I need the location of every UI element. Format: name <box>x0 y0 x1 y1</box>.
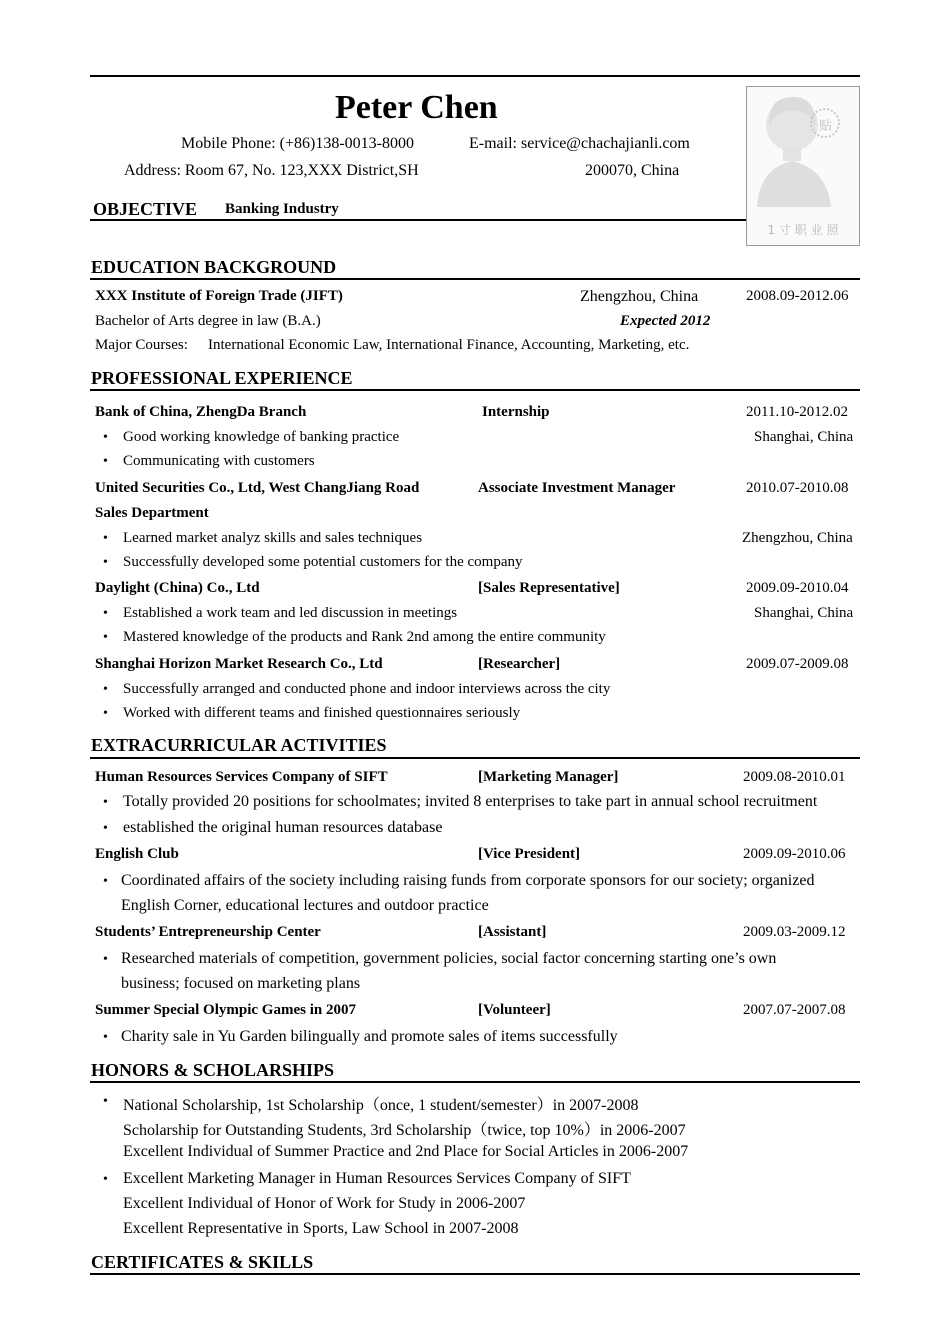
edu-degree: Bachelor of Arts degree in law (B.A.) <box>95 313 321 329</box>
mobile-phone: Mobile Phone: (+86)138-0013-8000 <box>181 135 414 152</box>
objective-value: Banking Industry <box>225 201 339 217</box>
objective-rule <box>90 219 747 221</box>
email: E-mail: service@chachajianli.com <box>469 135 690 152</box>
bullet-icon: • <box>103 706 108 721</box>
honor-3: Excellent Individual of Summer Practice and 2nd Place for Social Articles in 2006-2007 <box>123 1143 689 1160</box>
address: Address: Room 67, No. 123,XXX District,SH <box>124 162 419 179</box>
edu-courses-label: Major Courses: <box>95 337 188 353</box>
education-title: EDUCATION BACKGROUND <box>91 257 337 277</box>
act3-org: Students’ Entrepreneurship Center <box>95 924 321 940</box>
exp3-role: [Sales Representative] <box>478 580 620 596</box>
exp2-org: United Securities Co., Ltd, West ChangJiang Road <box>95 480 420 496</box>
exp1-dates: 2011.10-2012.02 <box>746 404 848 420</box>
experience-title: PROFESSIONAL EXPERIENCE <box>91 368 353 388</box>
honor-6: Excellent Representative in Sports, Law School in 2007-2008 <box>123 1220 519 1237</box>
honors-rule <box>90 1081 860 1083</box>
act4-org: Summer Special Olympic Games in 2007 <box>95 1002 356 1018</box>
exp4-org: Shanghai Horizon Market Research Co., Ltd <box>95 656 383 672</box>
honor-5: Excellent Individual of Honor of Work for Study in 2006-2007 <box>123 1195 526 1212</box>
photo-caption: 1 寸 职 业 照 <box>767 223 839 237</box>
bullet-icon: • <box>103 454 108 469</box>
exp4-bullet-2: Worked with different teams and finished questionnaires seriously <box>123 705 521 721</box>
act2-org: English Club <box>95 846 179 862</box>
act2-bullet-1: Coordinated affairs of the society including raising funds from corporate sponsors for our society; organized <box>121 872 815 889</box>
exp3-dates: 2009.09-2010.04 <box>746 580 849 596</box>
bullet-icon: • <box>103 874 108 889</box>
exp2-bullet-2: Successfully developed some potential customers for the company <box>123 554 523 570</box>
exp1-bullet-2: Communicating with customers <box>123 453 315 469</box>
exp3-bullet-1: Established a work team and led discussion in meetings <box>123 605 458 621</box>
act3-role: [Assistant] <box>478 924 547 940</box>
activities-title: EXTRACURRICULAR ACTIVITIES <box>91 735 387 755</box>
experience-rule <box>90 389 860 391</box>
postal-code: 200070, China <box>585 162 680 179</box>
exp2-bullet-1: Learned market analyz skills and sales techniques <box>123 530 423 546</box>
bullet-icon: • <box>103 1094 108 1109</box>
photo-placeholder <box>746 86 860 246</box>
exp2-org-dept: Sales Department <box>95 505 209 521</box>
act2-bullet-1-cont: English Corner, educational lectures and outdoor practice <box>121 897 489 914</box>
top-rule <box>90 75 860 77</box>
act1-bullet-2: established the original human resources database <box>123 819 443 836</box>
act3-bullet-1: Researched materials of competition, government policies, social factor concerning starting one’s own <box>121 950 777 967</box>
candidate-name: Peter Chen <box>335 89 498 126</box>
exp2-role: Associate Investment Manager <box>478 480 676 496</box>
bullet-icon: • <box>103 430 108 445</box>
act1-role: [Marketing Manager] <box>478 769 619 785</box>
objective-label: OBJECTIVE <box>93 199 198 219</box>
act4-bullet-1: Charity sale in Yu Garden bilingually and promote sales of items successfully <box>121 1028 618 1045</box>
exp3-bullet-2: Mastered knowledge of the products and Rank 2nd among the entire community <box>123 629 606 645</box>
honor-2: Scholarship for Outstanding Students, 3rd Scholarship（twice, top 10%）in 2006-2007 <box>123 1122 686 1139</box>
act1-org: Human Resources Services Company of SIFT <box>95 769 388 785</box>
exp1-location: Shanghai, China <box>754 429 854 445</box>
edu-dates: 2008.09-2012.06 <box>746 288 849 304</box>
act2-dates: 2009.09-2010.06 <box>743 846 846 862</box>
exp1-org: Bank of China, ZhengDa Branch <box>95 404 307 420</box>
bullet-icon: • <box>103 555 108 570</box>
exp4-dates: 2009.07-2009.08 <box>746 656 849 672</box>
act3-bullet-1-cont: business; focused on marketing plans <box>121 975 361 992</box>
bullet-icon: • <box>103 606 108 621</box>
exp3-location: Shanghai, China <box>754 605 854 621</box>
edu-courses: International Economic Law, International Finance, Accounting, Marketing, etc. <box>208 337 690 353</box>
exp2-location: Zhengzhou, China <box>742 530 853 546</box>
bullet-icon: • <box>103 821 108 836</box>
edu-expected: Expected 2012 <box>620 313 711 329</box>
bullet-icon: • <box>103 682 108 697</box>
exp1-role: Internship <box>482 404 550 420</box>
photo-stamp: 贴 <box>819 118 833 133</box>
act4-role: [Volunteer] <box>478 1002 551 1018</box>
exp2-dates: 2010.07-2010.08 <box>746 480 849 496</box>
bullet-icon: • <box>103 1030 108 1045</box>
honors-title: HONORS & SCHOLARSHIPS <box>91 1060 335 1080</box>
edu-location: Zhengzhou, China <box>580 288 699 305</box>
certificates-rule <box>90 1273 860 1275</box>
exp3-org: Daylight (China) Co., Ltd <box>95 580 260 596</box>
bullet-icon: • <box>103 952 108 967</box>
activities-rule <box>90 757 860 759</box>
act3-dates: 2009.03-2009.12 <box>743 924 846 940</box>
certificates-title: CERTIFICATES & SKILLS <box>91 1252 314 1272</box>
exp4-bullet-1: Successfully arranged and conducted phone and indoor interviews across the city <box>123 681 611 697</box>
act1-dates: 2009.08-2010.01 <box>743 769 846 785</box>
bullet-icon: • <box>103 1172 108 1187</box>
exp4-role: [Researcher] <box>478 656 561 672</box>
act4-dates: 2007.07-2007.08 <box>743 1002 846 1018</box>
bullet-icon: • <box>103 630 108 645</box>
honor-1: National Scholarship, 1st Scholarship（once, 1 student/semester）in 2007-2008 <box>123 1097 639 1114</box>
exp1-bullet-1: Good working knowledge of banking practice <box>123 429 400 445</box>
act1-bullet-1: Totally provided 20 positions for schoolmates; invited 8 enterprises to take part in annual school recruitment <box>123 793 818 810</box>
honor-4: Excellent Marketing Manager in Human Resources Services Company of SIFT <box>123 1170 631 1187</box>
edu-school: XXX Institute of Foreign Trade (JIFT) <box>95 288 343 304</box>
bullet-icon: • <box>103 795 108 810</box>
act2-role: [Vice President] <box>478 846 581 862</box>
education-rule <box>90 278 860 280</box>
bullet-icon: • <box>103 531 108 546</box>
